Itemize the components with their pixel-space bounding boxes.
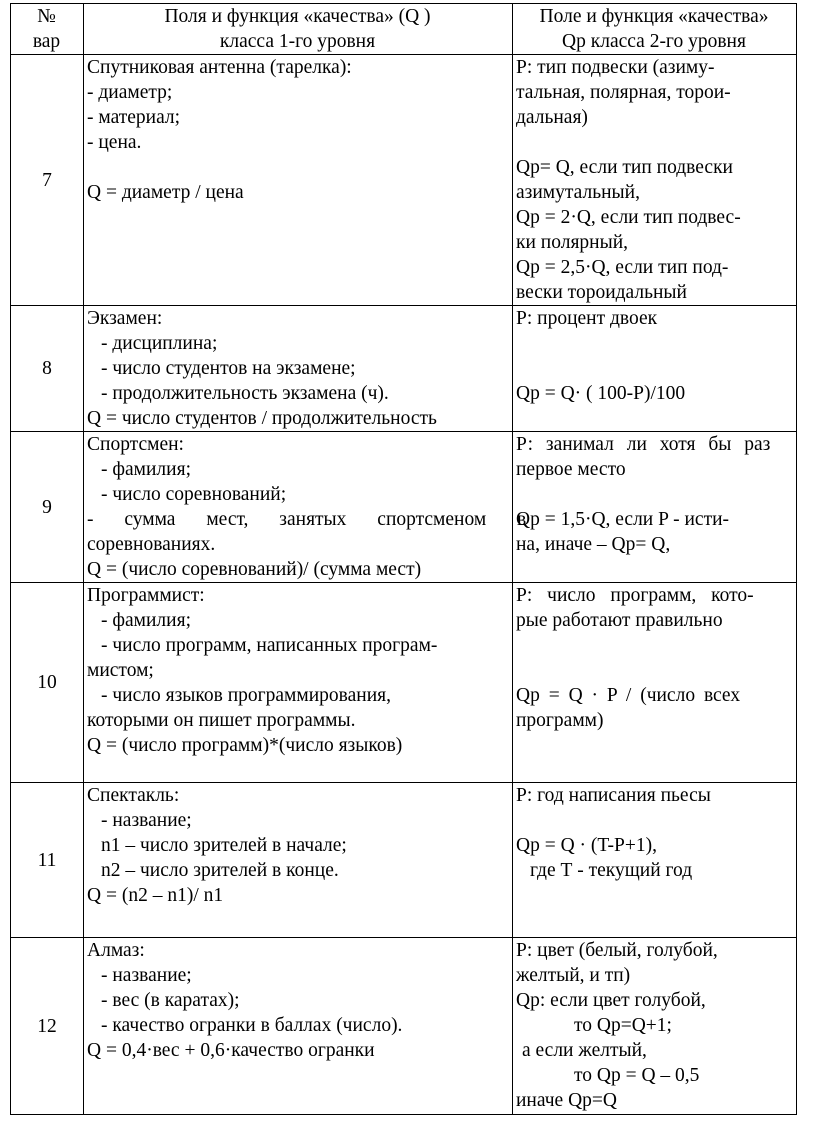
header-col1-line1: Поля и функция «качества» (Q ) <box>164 6 431 27</box>
cell-line: Q = (n2 – n1)/ n1 <box>87 885 224 906</box>
cell-line: - материал; <box>87 107 181 128</box>
cell-line: Q = (число программ)*(число языков) <box>87 735 403 756</box>
level1-cell <box>84 938 513 1115</box>
variant-number: 7 <box>11 55 84 306</box>
cell-line: вески тороидальный <box>516 282 687 303</box>
cell-line: - число языков программирования, <box>101 685 391 706</box>
cell-line: - название; <box>101 965 192 986</box>
cell-line: - сумма мест, занятых спортсменом в <box>87 509 527 530</box>
cell-line: Спектакль: <box>87 785 180 806</box>
variants-table <box>10 3 797 1115</box>
cell-line: соревнованиях. <box>87 534 216 555</box>
cell-line: Q = (число соревнований)/ (сумма мест) <box>87 559 422 580</box>
cell-line: рые работают правильно <box>516 610 723 631</box>
cell-line: Экзамен: <box>87 308 163 329</box>
cell-line: Р: занимал ли хотя бы раз <box>516 434 771 455</box>
cell-line: Qp: если цвет голубой, <box>516 990 706 1011</box>
variant-number: 8 <box>11 306 84 432</box>
cell-line: P: тип подвески (азиму- <box>516 57 715 78</box>
table-header-row <box>11 4 797 55</box>
cell-line: программ) <box>516 710 604 731</box>
cell-line: первое место <box>516 459 626 480</box>
level2-cell <box>513 583 797 783</box>
level1-cell <box>84 306 513 432</box>
cell-line: Спортсмен: <box>87 434 184 455</box>
cell-line: - число программ, написанных програм- <box>101 635 438 656</box>
cell-line: мистом; <box>87 660 154 681</box>
level1-cell <box>84 432 527 583</box>
cell-line: Программист: <box>87 585 205 606</box>
cell-line: - фамилия; <box>101 610 191 631</box>
cell-line: Qp = Q · P / (число всех <box>516 685 741 706</box>
cell-line: - название; <box>101 810 192 831</box>
cell-line: Спутниковая антенна (тарелка): <box>87 57 352 78</box>
cell-line: - вес (в каратах); <box>101 990 240 1011</box>
cell-line: тальная, полярная, торои- <box>516 82 731 103</box>
table-row <box>11 432 797 583</box>
level2-cell <box>513 783 797 938</box>
header-level2-fields <box>513 4 797 55</box>
cell-line: - качество огранки в баллах (число). <box>101 1015 403 1036</box>
cell-line: Qp = 2,5·Q, если тип под- <box>516 257 729 278</box>
cell-line: Q = число студентов / продолжительность <box>87 408 437 429</box>
cell-line: ки полярный, <box>516 232 629 253</box>
header-level1-fields <box>84 4 513 55</box>
level1-cell <box>84 783 513 938</box>
cell-line: Qp= Q, если тип подвески <box>516 157 733 178</box>
cell-line: P: число программ, кото- <box>516 585 754 606</box>
header-num-line1: № <box>37 6 56 27</box>
cell-line: дальная) <box>516 107 588 128</box>
cell-line: то Qp=Q+1; <box>574 1015 672 1036</box>
header-col2-line1: Поле и функция «качества» <box>539 6 769 27</box>
cell-line: - число студентов на экзамене; <box>101 358 356 379</box>
cell-line: которыми он пишет программы. <box>87 710 356 731</box>
table-row <box>11 783 797 938</box>
cell-line: - продолжительность экзамена (ч). <box>101 383 389 404</box>
variant-number: 12 <box>11 938 84 1115</box>
cell-line: где Т - текущий год <box>530 860 693 881</box>
level2-cell <box>513 306 797 432</box>
cell-line: Q = диаметр / цена <box>87 182 244 203</box>
table-row <box>11 583 797 783</box>
cell-line: Q = 0,4·вес + 0,6·качество огранки <box>87 1040 375 1061</box>
cell-line: иначе Qp=Q <box>516 1090 617 1111</box>
cell-line: Qp = 2·Q, если тип подвес- <box>516 207 741 228</box>
cell-line: то Qp = Q – 0,5 <box>574 1065 700 1086</box>
header-variant-number <box>11 4 84 55</box>
header-col1-line2: класса 1-го уровня <box>219 31 376 52</box>
cell-line: n1 – число зрителей в начале; <box>101 835 347 856</box>
cell-line: Qp = 1,5·Q, если P - исти- <box>516 509 730 530</box>
header-col2-line2: Qp класса 2-го уровня <box>562 31 746 52</box>
variant-number: 11 <box>11 783 84 938</box>
cell-line: - цена. <box>87 132 142 153</box>
level2-cell <box>513 432 797 583</box>
variant-number: 9 <box>11 432 84 583</box>
level1-cell <box>84 55 513 306</box>
level1-cell <box>84 583 513 783</box>
cell-line: - дисциплина; <box>101 333 218 354</box>
table-row <box>11 938 797 1115</box>
header-num-line2: вар <box>32 31 61 52</box>
level2-cell <box>513 55 797 306</box>
cell-line: P: процент двоек <box>516 308 658 329</box>
cell-line: - диаметр; <box>87 82 173 103</box>
variant-number: 10 <box>11 583 84 783</box>
cell-line: на, иначе – Qp= Q, <box>516 534 671 555</box>
cell-line: Qp = Q · (T-P+1), <box>516 835 657 856</box>
cell-line: азимутальный, <box>516 182 640 203</box>
table-row <box>11 306 797 432</box>
cell-line: P: год написания пьесы <box>516 785 711 806</box>
cell-line: желтый, и тп) <box>516 965 631 986</box>
cell-line: Qp = Q· ( 100-P)/100 <box>516 383 686 404</box>
cell-line: P: цвет (белый, голубой, <box>516 940 718 961</box>
cell-line: Алмаз: <box>87 940 145 961</box>
cell-line: а если желтый, <box>522 1040 647 1061</box>
cell-line: n2 – число зрителей в конце. <box>101 860 339 881</box>
cell-line: - число соревнований; <box>101 484 287 505</box>
cell-line: - фамилия; <box>101 459 191 480</box>
table-row <box>11 55 797 306</box>
level2-cell <box>513 938 797 1115</box>
